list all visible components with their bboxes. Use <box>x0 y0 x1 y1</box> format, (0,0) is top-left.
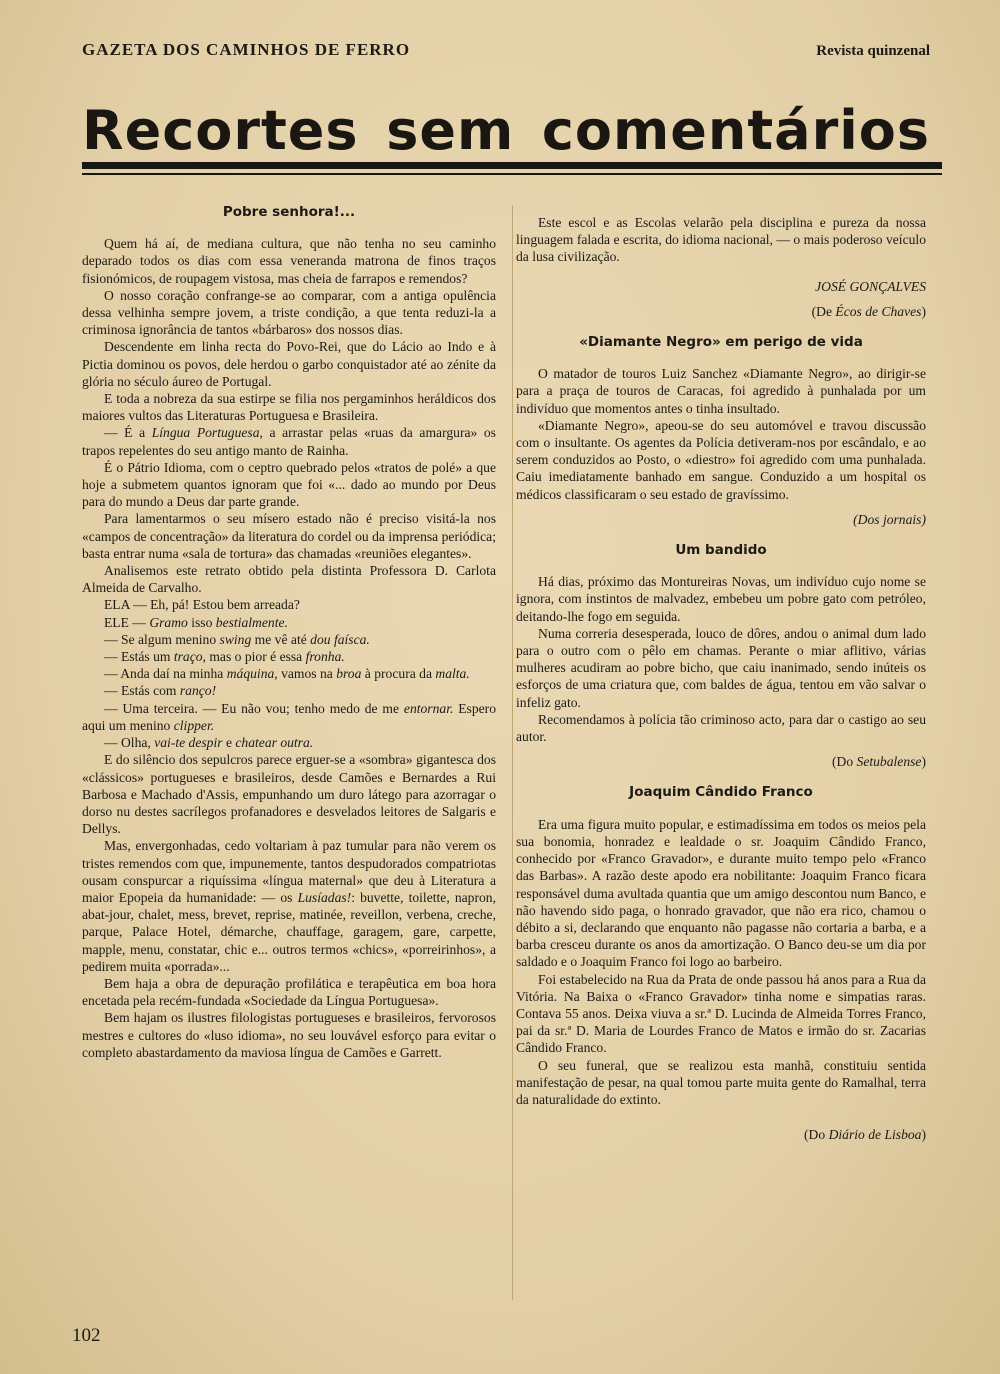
article-heading-joaquim-candido-franco: Joaquim Cândido Franco <box>629 784 813 801</box>
title-rule-thin <box>82 173 942 175</box>
article-heading-pobre-senhora: Pobre senhora!... <box>222 204 356 220</box>
source-credit: (De Écos de Chaves) <box>811 303 926 319</box>
paragraph: — É a Língua Portuguesa, a arrastar pelas «ruas da amargura» os trapos repelentes do seu antigo manto de Rainha. <box>82 425 496 458</box>
paragraph: O nosso coração confrange-se ao comparar, com a antiga opulência dessa velhinha sempre jovem, a triste condição, a que tenta reduzi-la a criminosa ignorância de tantos «bárbaros» dos nossos dias. <box>82 287 496 338</box>
column-divider <box>512 205 513 1300</box>
paragraph: E do silêncio dos sepulcros parece erguer-se a «sombra» gigantesca dos «clássicos» portugueses e brasileiros, desde Camões e Bernardes a Rui Barbosa e Machado d'Assis, empunhando um duro látego para azorragar o dorso nu destes sacrílegos profanadores e desvelados leitores de Salgaris e Dellys. <box>82 752 496 837</box>
left-column <box>82 200 496 1061</box>
paragraph: O matador de touros Luiz Sanchez «Diamante Negro», ao dirigir-se para a praça de touros de Caracas, foi agredido à punhalada por um indivíduo que momentos antes o tinha insultado. <box>516 366 926 416</box>
dialogue-line: — Olha, vai-te despir e chatear outra. <box>104 735 314 751</box>
dialogue-line: — Estás um traço, mas o pior é essa fronha. <box>104 649 345 665</box>
paragraph: Bem hajam os ilustres filologistas portugueses e brasileiros, fervorosos mestres e cultores do «luso idioma», no seu louvável esforço para evitar o completo abastardamento da maviosa língua de Camões e Garrett. <box>82 1010 496 1060</box>
paragraph: Numa correria desesperada, louco de dôres, andou o animal dum lado para o outro com o pêlo em chamas. Perante o miar aflitivo, várias mulheres acudiram ao pobre bicho, que caiu inanimado, sendo inúteis os esforços de uma criatura que, com baldes de água, tentou em vão salvar o infeliz gato. <box>516 625 926 710</box>
paragraph: Quem há aí, de mediana cultura, que não tenha no seu caminho deparado todos os dias com essa veneranda matrona de finos traços fisionómicos, de roupagem vistosa, mas cheia de farrapos e remendos? <box>82 236 496 286</box>
paragraph: O seu funeral, que se realizou esta manhã, constituiu sentida manifestação de pesar, na qual tomou parte muita gente do Ramalhal, terra da naturalidade do extinto. <box>516 1057 926 1107</box>
paragraph: «Diamante Negro», apeou-se do seu automóvel e travou discussão com o insultante. Os agentes da Polícia detiveram-nos por escândalo, e ao serem conduzidos ao Posto, o «diestro» foi agredido com uma punhalada. Caiu imediatamente banhado em sangue. Conduzido a um hospital os médicos classificaram o seu estado de gravíssimo. <box>516 417 926 502</box>
paragraph: Mas, envergonhadas, cedo voltariam à paz tumular para não verem os tristes remendos com que, impunemente, tantos despudorados compatriotas ousam conspurcar a riquíssima «língua maternal» que deu à Literatura a maior Epopeia da humanidade: — os Lusíadas!: buvette, toilette, napron, abat-jour, chalet, mess, brevet, reprise, matinée, reveillon, verbena, creche, parque, Palace Hotel, démarche, chauffage, garagem, gare, carpette, mapple, menu, constatar, chic e... outros termos «chics», «porreirinhos», a pedirem muita «porrada»... <box>82 838 496 974</box>
paragraph: E toda a nobreza da sua estirpe se filia nos pergaminhos heráldicos dos maiores vultos das Literaturas Portuguesa e Brasileira. <box>82 391 496 424</box>
paragraph: Foi estabelecido na Rua da Prata de onde passou há anos para a Rua da Vitória. Na Baixa o «Franco Gravador» tinha nome e simpatias raras. Contava 55 anos. Deixa viuva a sr.ª D. Lucinda de Almeida Torres Franco, pai da sr.ª D. Maria de Lourdes Franco de Matos e irmão do sr. Zacarias Cândido Franco. <box>516 971 926 1056</box>
dialogue-line: — Estás com ranço! <box>104 683 217 699</box>
paragraph: Recomendamos à polícia tão criminoso acto, para dar o castigo ao seu autor. <box>516 711 926 745</box>
source-credit: (Do Diário de Lisboa) <box>804 1127 926 1143</box>
running-header <box>82 40 930 60</box>
paragraph: Há dias, próximo das Montureiras Novas, um indivíduo cujo nome se ignora, com instintos de malvadez, embebeu um pobre gato com petróleo, deitando-lhe fogo em seguida. <box>516 574 926 624</box>
paragraph: Bem haja a obra de depuração profilática e terapêutica em boa hora encetada pela recém-fundada «Sociedade da Língua Portuguesa». <box>82 975 496 1009</box>
publication-name: GAZETA DOS CAMINHOS DE FERRO <box>82 40 411 59</box>
dialogue-line: — Uma terceira. — Eu não vou; tenho medo de me entornar. Espero aqui um menino clipper. <box>82 700 496 733</box>
paragraph: Era uma figura muito popular, e estimadíssima em todos os meios pela sua bonomia, honradez e lealdade o sr. Joaquim Cândido Franco, conhecido por «Franco Gravador», e durante muito tempo pelo «Franco das Barbas». A razão deste apodo era nobilitante: Joaquim Franco ficara responsável duma avultada quantia que um amigo descontou num Banco, e não havendo sido paga, o honrado gravador, que não era rico, chamou o débito a si, declarando que enquanto não pagasse não cortaria a barba, e a barba cresceu durante os anos da amortização. O Banco deu-se um dia por saldado e o Joaquim Franco foi logo ao barbeiro. <box>516 816 926 970</box>
author-byline: JOSÉ GONÇALVES <box>815 278 926 294</box>
paragraph: É o Pátrio Idioma, com o ceptro quebrado pelos «tratos de polé» a que hoje a submetem quantos ignoram que foi «... dado ao mundo por Deus para do mundo a Deus dar parte grande. <box>82 459 496 510</box>
page-number: 102 <box>72 1325 101 1346</box>
source-credit: (Dos jornais) <box>853 511 926 527</box>
paragraph: Analisemos este retrato obtido pela distinta Professora D. Carlota Almeida de Carvalho. <box>82 563 496 596</box>
title-rule-thick <box>82 162 942 169</box>
article-heading-diamante-negro: «Diamante Negro» em perigo de vida <box>579 334 863 351</box>
page-title: Recortes sem comentários <box>82 99 930 162</box>
dialogue-line: ELE — Gramo isso bestialmente. <box>104 614 288 630</box>
dialogue-line: — Anda daí na minha máquina, vamos na broa à procura da malta. <box>104 666 470 682</box>
paragraph: Este escol e as Escolas velarão pela disciplina e pureza da nossa linguagem falada e escrita, do idioma nacional, — o mais poderoso veículo da lusa civilização. <box>516 215 926 265</box>
dialogue-line: ELA — Eh, pá! Estou bem arreada? <box>104 597 300 613</box>
article-heading-um-bandido: Um bandido <box>675 542 767 559</box>
source-credit: (Do Setubalense) <box>831 754 926 770</box>
right-column <box>516 214 926 1157</box>
paragraph: Descendente em linha recta do Povo-Rei, que do Lácio ao Indo e à Pictia dominou os povos, dele herdou o garbo conquistador até ao zénite da glória no século áureo de Portugal. <box>82 339 496 389</box>
dialogue-line: — Se algum menino swing me vê até dou faísca. <box>104 631 370 647</box>
paragraph: Para lamentarmos o seu mísero estado não é preciso visitá-la nos «campos de concentração» da literatura do cordel ou da imprensa periódica; basta entrar numa «sala de tortura» das chamadas «reuniões elegantes». <box>82 511 496 561</box>
publication-frequency: Revista quinzenal <box>816 43 930 59</box>
